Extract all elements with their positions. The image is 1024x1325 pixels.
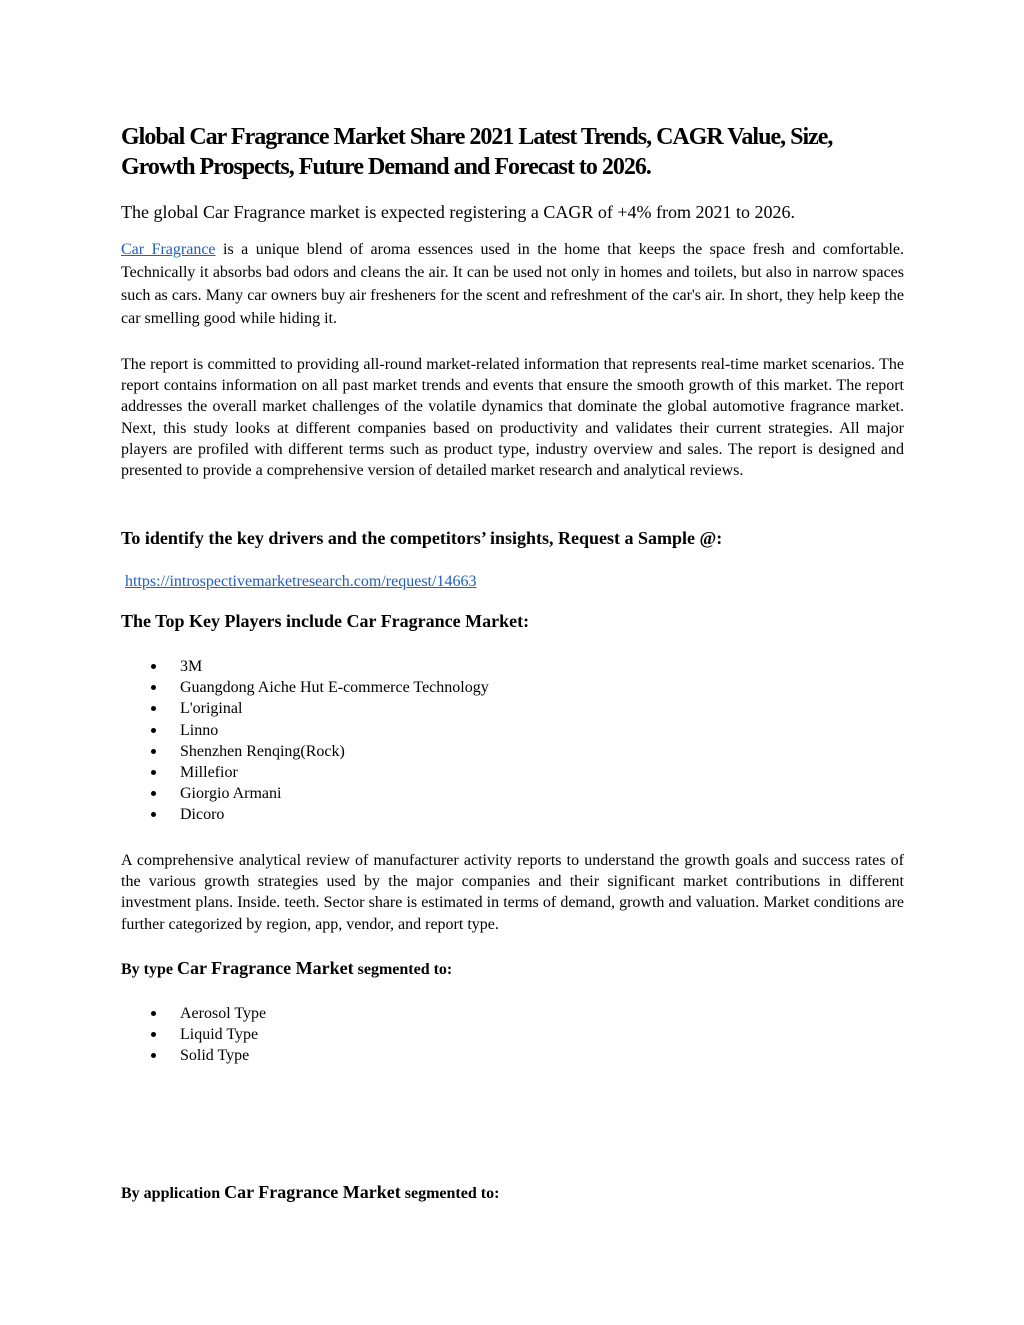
bullet-icon xyxy=(151,791,156,796)
review-paragraph: A comprehensive analytical review of manufacturer activity reports to understand the growth goals and success rates of the various growth strategies used by the major companies and their significant market contributions in different investment plans. Inside. teeth. Sector share is estimated in terms of demand, growth and valuation. Market conditions are further categorized by region, app, vendor, and report type. xyxy=(121,852,904,933)
list-item xyxy=(121,762,489,783)
lead-sentence: The global Car Fragrance market is expected registering a CAGR of +4% from 2021 to 2026. xyxy=(121,202,795,222)
list-item xyxy=(121,1024,266,1045)
list-item xyxy=(121,720,489,741)
by-type-suffix: segmented to: xyxy=(353,961,453,978)
bullet-icon xyxy=(151,749,156,754)
bullet-icon xyxy=(151,1032,156,1037)
list-item xyxy=(121,1045,266,1066)
bullet-icon xyxy=(151,770,156,775)
list-item xyxy=(121,741,489,762)
document-title: Global Car Fragrance Market Share 2021 Latest Trends, CAGR Value, Size, Growth Prospects, Future Demand and Forecast to 2026. xyxy=(121,124,833,180)
car-fragrance-link[interactable]: Car Fragrance xyxy=(121,241,216,258)
types-list xyxy=(121,1003,266,1067)
by-type-market: Car Fragrance Market xyxy=(177,958,354,978)
by-application-suffix: segmented to: xyxy=(400,1185,500,1202)
bullet-icon xyxy=(151,706,156,711)
list-item-label: Solid Type xyxy=(180,1047,250,1065)
by-application-heading xyxy=(121,1180,499,1206)
bullet-icon xyxy=(151,1053,156,1058)
bullet-icon xyxy=(151,685,156,690)
list-item xyxy=(121,1003,266,1024)
by-application-prefix: By application xyxy=(121,1185,225,1202)
list-item-label: L'original xyxy=(180,700,243,718)
by-type-heading xyxy=(121,956,452,982)
list-item-label: Shenzhen Renqing(Rock) xyxy=(180,742,345,760)
bullet-icon xyxy=(151,664,156,669)
report-paragraph: The report is committed to providing all-round market-related information that represents real-time market scenarios. The report contains information on all past market trends and events that ensure the smooth growth of this market. The report addresses the overall market challenges of the volatile dynamics that dominate the global automotive fragrance market. Next, this study looks at different companies based on productivity and validates their current strategies. All major players are profiled with different terms such as product type, industry overview and sales. The report is designed and presented to provide a comprehensive version of detailed market research and analytical reviews. xyxy=(121,356,904,480)
bullet-icon xyxy=(151,1011,156,1016)
list-item-label: Guangdong Aiche Hut E-commerce Technology xyxy=(180,679,489,697)
list-item-label: Aerosol Type xyxy=(180,1005,267,1022)
by-type-prefix: By type xyxy=(121,961,177,978)
list-item-label: Liquid Type xyxy=(180,1026,259,1044)
by-application-market: Car Fragrance Market xyxy=(224,1182,401,1202)
bullet-icon xyxy=(151,728,156,733)
list-item-label: Millefior xyxy=(180,764,238,782)
list-item xyxy=(121,677,489,698)
bullet-icon xyxy=(151,812,156,817)
sample-url-paragraph xyxy=(125,572,476,592)
list-item xyxy=(121,698,489,719)
list-item-label: Dicoro xyxy=(180,806,225,824)
intro-text: is a unique blend of aroma essences used in the home that keeps the space fresh and comfortable. Technically it absorbs bad odors and cleans the air. It can be used not only in homes and toilets, but also in narrow spaces such as cars. Many car owners buy air fresheners for the scent and refreshment of the car's air. In short, they help keep the car smelling good while hiding it. xyxy=(121,241,905,327)
sample-request-link[interactable]: https://introspectivemarketresearch.com/request/14663 xyxy=(125,573,477,590)
sample-heading: To identify the key drivers and the competitors’ insights, Request a Sample @: xyxy=(121,528,723,548)
list-item xyxy=(121,783,489,804)
list-item-label: Linno xyxy=(180,721,219,739)
intro-paragraph xyxy=(121,238,904,330)
list-item-label: 3M xyxy=(180,658,203,675)
list-item xyxy=(121,656,489,677)
players-heading: The Top Key Players include Car Fragrance Market: xyxy=(121,611,530,631)
list-item-label: Giorgio Armani xyxy=(180,785,282,803)
list-item xyxy=(121,804,489,825)
players-list xyxy=(121,656,489,826)
